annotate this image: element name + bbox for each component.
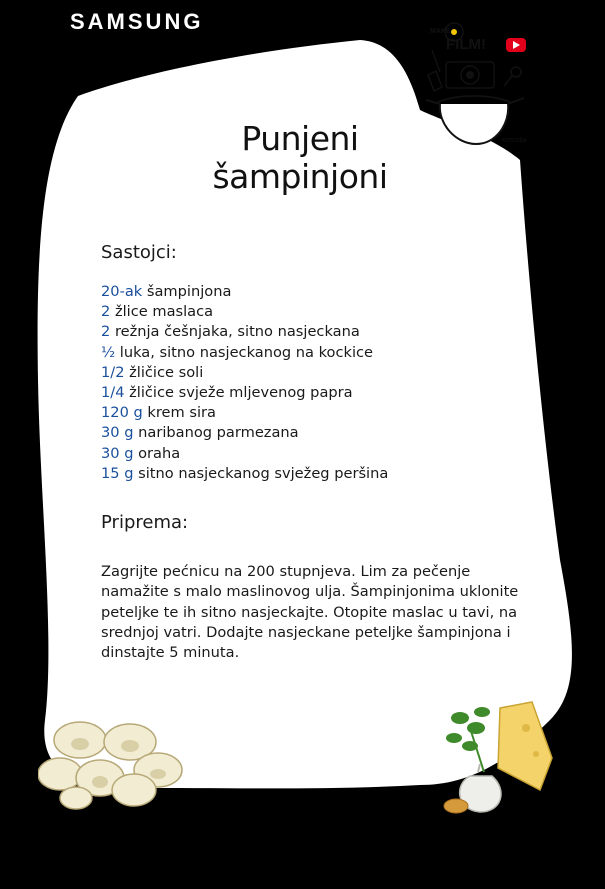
ingredient-quantity: 1/4	[101, 384, 125, 402]
ingredient-item	[101, 282, 388, 302]
ingredient-quantity: 30 g	[101, 424, 134, 442]
ingredient-quantity: 30 g	[101, 444, 134, 462]
recipe-title: Punjeni šampinjoni	[212, 119, 388, 196]
garlic-parsley-cheese-illustration	[440, 698, 560, 828]
ingredient-item	[101, 343, 388, 363]
ingredient-quantity: 15 g	[101, 464, 134, 482]
ingredient-text: krem sira	[147, 404, 216, 422]
ingredient-item	[101, 383, 388, 403]
logo-make-text: MAKE	[430, 28, 451, 35]
ingredient-quantity: 2	[101, 303, 111, 321]
ingredient-item	[101, 444, 388, 464]
mushrooms-illustration	[38, 712, 188, 812]
ingredient-item	[101, 464, 388, 484]
logo-film-text: FILM!	[446, 36, 486, 53]
ingredient-text: žličice svježe mljevenog papra	[129, 384, 353, 402]
ingredient-item	[101, 423, 388, 443]
brand-logo-text: SAMSUNG	[70, 9, 204, 34]
preparation-heading: Priprema:	[101, 512, 189, 533]
ingredient-text: oraha	[138, 444, 181, 462]
preparation-text: Zagrijte pećnicu na 200 stupnjeva. Lim za pečenje namažite s malo maslinovog ulja. Šampinjonima uklonite peteljke te ih sitno nasjeckajte. Otopite maslac u tavi, na srednjoj vatri. Dodajte nasjeckane peteljke šampinjona i dinstajte 5 minuta.	[101, 563, 519, 662]
ingredient-item	[101, 302, 388, 322]
ingredient-item	[101, 363, 388, 383]
ingredients-heading: Sastojci:	[101, 242, 177, 263]
ingredient-text: žlice maslaca	[114, 303, 214, 321]
ingredient-text: sitno nasjeckanog svježeg peršina	[138, 464, 389, 482]
ingredient-quantity: ½	[101, 343, 116, 361]
ingredient-text: šampinjona	[146, 283, 232, 300]
ingredient-text: režnja češnjaka, sitno nasjeckana	[114, 323, 360, 341]
ingredient-quantity: 120 g	[101, 404, 143, 422]
ingredient-quantity: 2	[101, 323, 111, 341]
ingredient-text: žličice soli	[129, 363, 204, 381]
ingredient-item	[101, 403, 388, 423]
ingredient-quantity: 1/2	[101, 363, 125, 381]
ingredient-item	[101, 322, 388, 342]
ingredient-quantity: 20-ak	[101, 283, 143, 300]
logo-brand-text: KOTLOŠA	[502, 138, 527, 144]
ingredients-list	[101, 282, 388, 484]
ingredient-text: luka, sitno nasjeckanog na kockice	[119, 343, 374, 361]
ingredient-text: naribanog parmezana	[138, 424, 299, 442]
